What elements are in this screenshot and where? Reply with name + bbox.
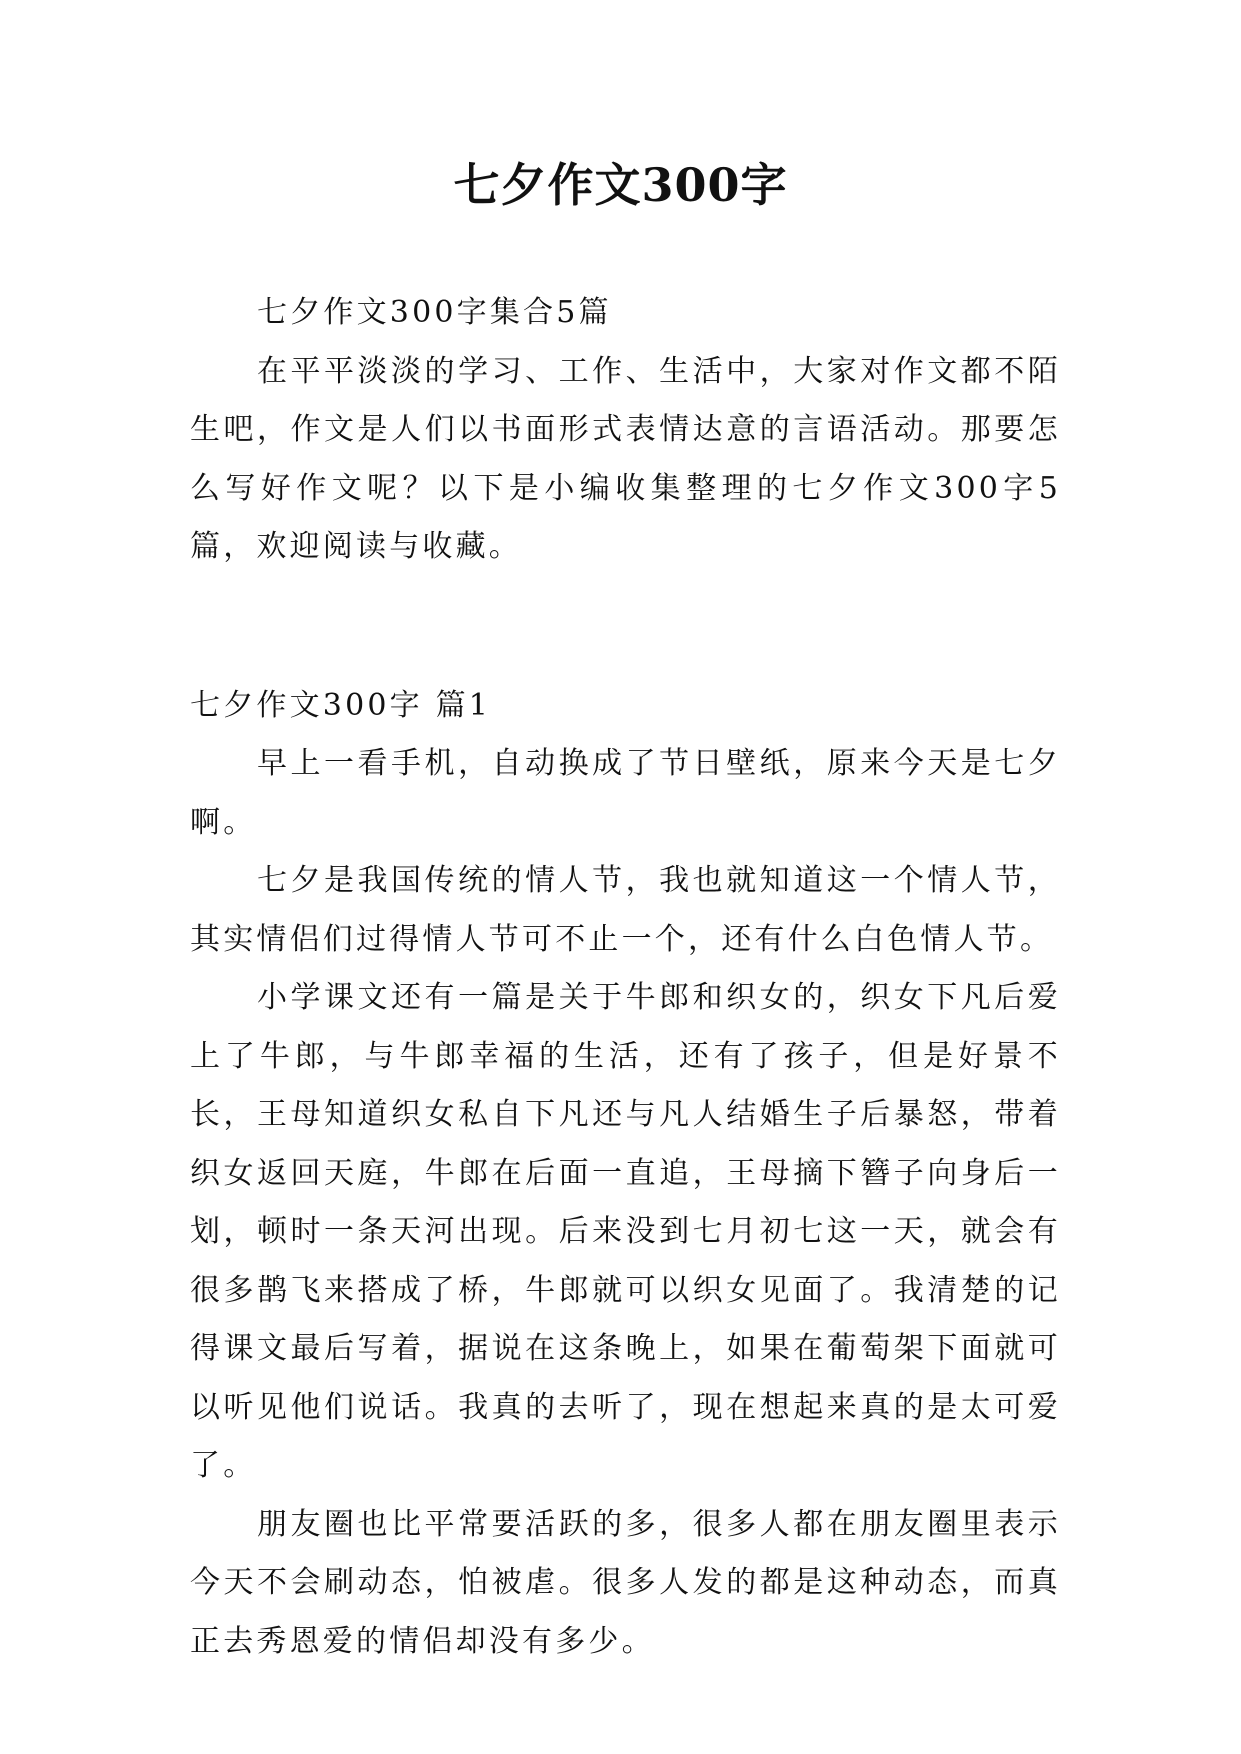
intro-paragraph: 在平平淡淡的学习、工作、生活中，大家对作文都不陌生吧，作文是人们以书面形式表情达意的言语活动。那要怎么写好作文呢？以下是小编收集整理的七夕作文300字5篇，欢迎阅读与收藏。 bbox=[190, 353, 1062, 564]
body-paragraph: 小学课文还有一篇是关于牛郎和织女的，织女下凡后爱上了牛郎，与牛郎幸福的生活，还有了孩子，但是好景不长，王母知道织女私自下凡还与凡人结婚生子后暴怒，带着织女返回天庭，牛郎在后面一直追，王母摘下簪子向身后一划，顿时一条天河出现。后来没到七月初七这一天，就会有很多鹊飞来搭成了桥，牛郎就可以织女见面了。我清楚的记得课文最后写着，据说在这条晚上，如果在葡萄架下面就可以听见他们说话。我真的去听了，现在想起来真的是太可爱了。 bbox=[190, 980, 1061, 1483]
section-spacer bbox=[190, 577, 1061, 677]
document-title: 七夕作文300字 bbox=[453, 158, 788, 212]
section-heading: 七夕作文300字 篇1 bbox=[190, 687, 492, 723]
collection-subtitle: 七夕作文300字集合5篇 bbox=[257, 295, 612, 330]
document-body bbox=[190, 284, 1061, 1671]
body-paragraph: 早上一看手机，自动换成了节日壁纸，原来今天是七夕啊。 bbox=[190, 746, 1061, 840]
body-paragraph: 七夕是我国传统的情人节，我也就知道这一个情人节，其实情侣们过得情人节可不止一个，还有什么白色情人节。 bbox=[190, 863, 1061, 957]
body-paragraph: 朋友圈也比平常要活跃的多，很多人都在朋友圈里表示今天不会刷动态，怕被虐。很多人发的都是这种动态，而真正去秀恩爱的情侣却没有多少。 bbox=[190, 1506, 1061, 1659]
